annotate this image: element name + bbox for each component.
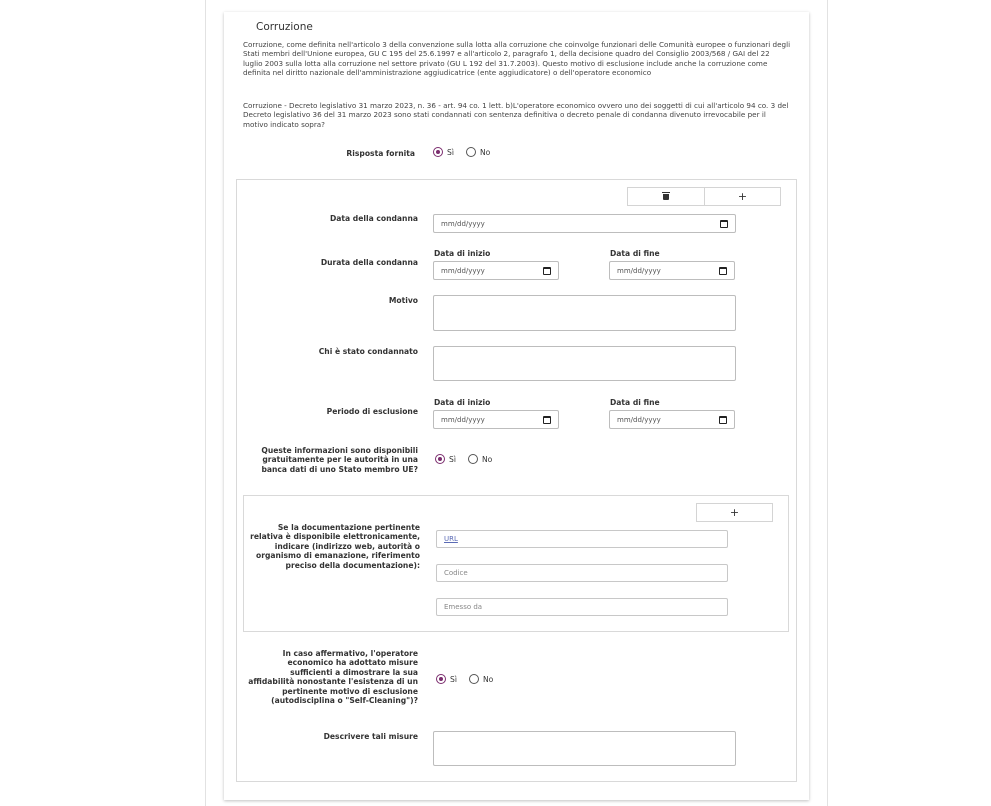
disponibili-radio-group — [435, 454, 500, 464]
periodo-start-placeholder: mm/dd/yyyy — [441, 415, 485, 424]
risposta-yes-radio[interactable] — [433, 147, 443, 157]
periodo-end-placeholder: mm/dd/yyyy — [617, 415, 661, 424]
risposta-radio-group — [433, 147, 498, 157]
durata-label: Durata della condanna — [320, 258, 418, 267]
periodo-label: Periodo di esclusione — [326, 407, 418, 416]
section-description: Corruzione, come definita nell'articolo 3 della convenzione sulla lotta alla corruzione che coinvolge funzionari delle Comunità europee o funzionari degli Stati membri dell'Unione europea, GU C 195 del 25.6.1997 e all'articolo 2, paragrafo 1, della decisione quadro del Consiglio 2003/568 / GAI del 22 luglio 2003 sulla lotta alla corruzione nel settore privato (GU L 192 del 31.7.2003). Questo motivo di esclusione include anche la corruzione come definita nel diritto nazionale dell'amministrazione aggiudicatrice (ente aggiudicatore) o dell'operatore economico — [243, 40, 791, 77]
chi-textarea[interactable] — [433, 346, 736, 381]
data-condanna-label: Data della condanna — [329, 214, 418, 223]
durata-start-placeholder: mm/dd/yyyy — [441, 266, 485, 275]
disponibili-no-label: No — [481, 454, 493, 464]
chi-label: Chi è stato condannato — [318, 347, 418, 356]
section-title: Corruzione — [256, 21, 313, 33]
delete-button[interactable] — [627, 187, 705, 206]
self-cleaning-yes-radio[interactable] — [436, 674, 446, 684]
disponibili-label: Queste informazioni sono disponibili gratuitamente per le autorità in una banca dati di uno Stato membro UE? — [261, 446, 418, 474]
calendar-icon[interactable] — [543, 416, 551, 424]
periodo-start-input[interactable] — [433, 410, 559, 429]
durata-end-placeholder: mm/dd/yyyy — [617, 266, 661, 275]
url-placeholder: URL — [444, 535, 458, 543]
self-cleaning-radio-group — [436, 674, 501, 684]
codice-placeholder: Codice — [444, 569, 468, 577]
section-question: Corruzione - Decreto legislativo 31 marzo 2023, n. 36 - art. 94 co. 1 lett. b)L'operatore economico ovvero uno dei soggetti di cui all'articolo 94 co. 3 del Decreto legislativo 36 del 31 marzo 2023 sono stati condannati con sentenza definitiva o decreto penale di condanna divenuto irrevocabile per il motivo indicato sopra? — [243, 101, 789, 129]
calendar-icon[interactable] — [719, 267, 727, 275]
add-button[interactable]: + — [704, 187, 781, 206]
durata-start-label: Data di inizio — [434, 249, 491, 258]
documentazione-label: Se la documentazione pertinente relativa è disponibile elettronicamente, indicare (indirizzo web, autorità o organismo di emanazione, riferimento preciso della documentazione): — [250, 523, 420, 570]
misure-label: Descrivere tali misure — [323, 732, 418, 741]
motivo-label: Motivo — [388, 296, 418, 305]
risposta-label: Risposta fornita — [346, 149, 415, 158]
trash-icon — [663, 194, 669, 200]
url-input[interactable] — [436, 530, 728, 548]
disponibili-no-radio[interactable] — [468, 454, 478, 464]
self-cleaning-no-label: No — [482, 674, 494, 684]
risposta-no-label: No — [479, 147, 491, 157]
durata-start-input[interactable] — [433, 261, 559, 280]
data-condanna-input[interactable] — [433, 214, 736, 233]
codice-input[interactable] — [436, 564, 728, 582]
self-cleaning-yes-label: Sì — [450, 674, 457, 684]
calendar-icon[interactable] — [543, 267, 551, 275]
calendar-icon[interactable] — [719, 416, 727, 424]
risposta-yes-label: Sì — [447, 147, 454, 157]
self-cleaning-no-radio[interactable] — [469, 674, 479, 684]
periodo-end-label: Data di fine — [610, 398, 660, 407]
periodo-end-input[interactable] — [609, 410, 735, 429]
misure-textarea[interactable] — [433, 731, 736, 766]
risposta-no-radio[interactable] — [466, 147, 476, 157]
calendar-icon[interactable] — [720, 220, 728, 228]
disponibili-yes-radio[interactable] — [435, 454, 445, 464]
disponibili-yes-label: Sì — [449, 454, 456, 464]
periodo-start-label: Data di inizio — [434, 398, 491, 407]
motivo-textarea[interactable] — [433, 295, 736, 331]
data-condanna-placeholder: mm/dd/yyyy — [441, 219, 485, 228]
self-cleaning-label: In caso affermativo, l'operatore economico ha adottato misure sufficienti a dimostrare la sua affidabilità nonostante l'esistenza di un pertinente motivo di esclusione (autodisciplina o "Self-Cleaning")? — [248, 649, 418, 706]
durata-end-input[interactable] — [609, 261, 735, 280]
emesso-da-input[interactable] — [436, 598, 728, 616]
add-documentazione-button[interactable]: + — [696, 503, 773, 522]
durata-end-label: Data di fine — [610, 249, 660, 258]
emesso-da-placeholder: Emesso da — [444, 603, 483, 611]
